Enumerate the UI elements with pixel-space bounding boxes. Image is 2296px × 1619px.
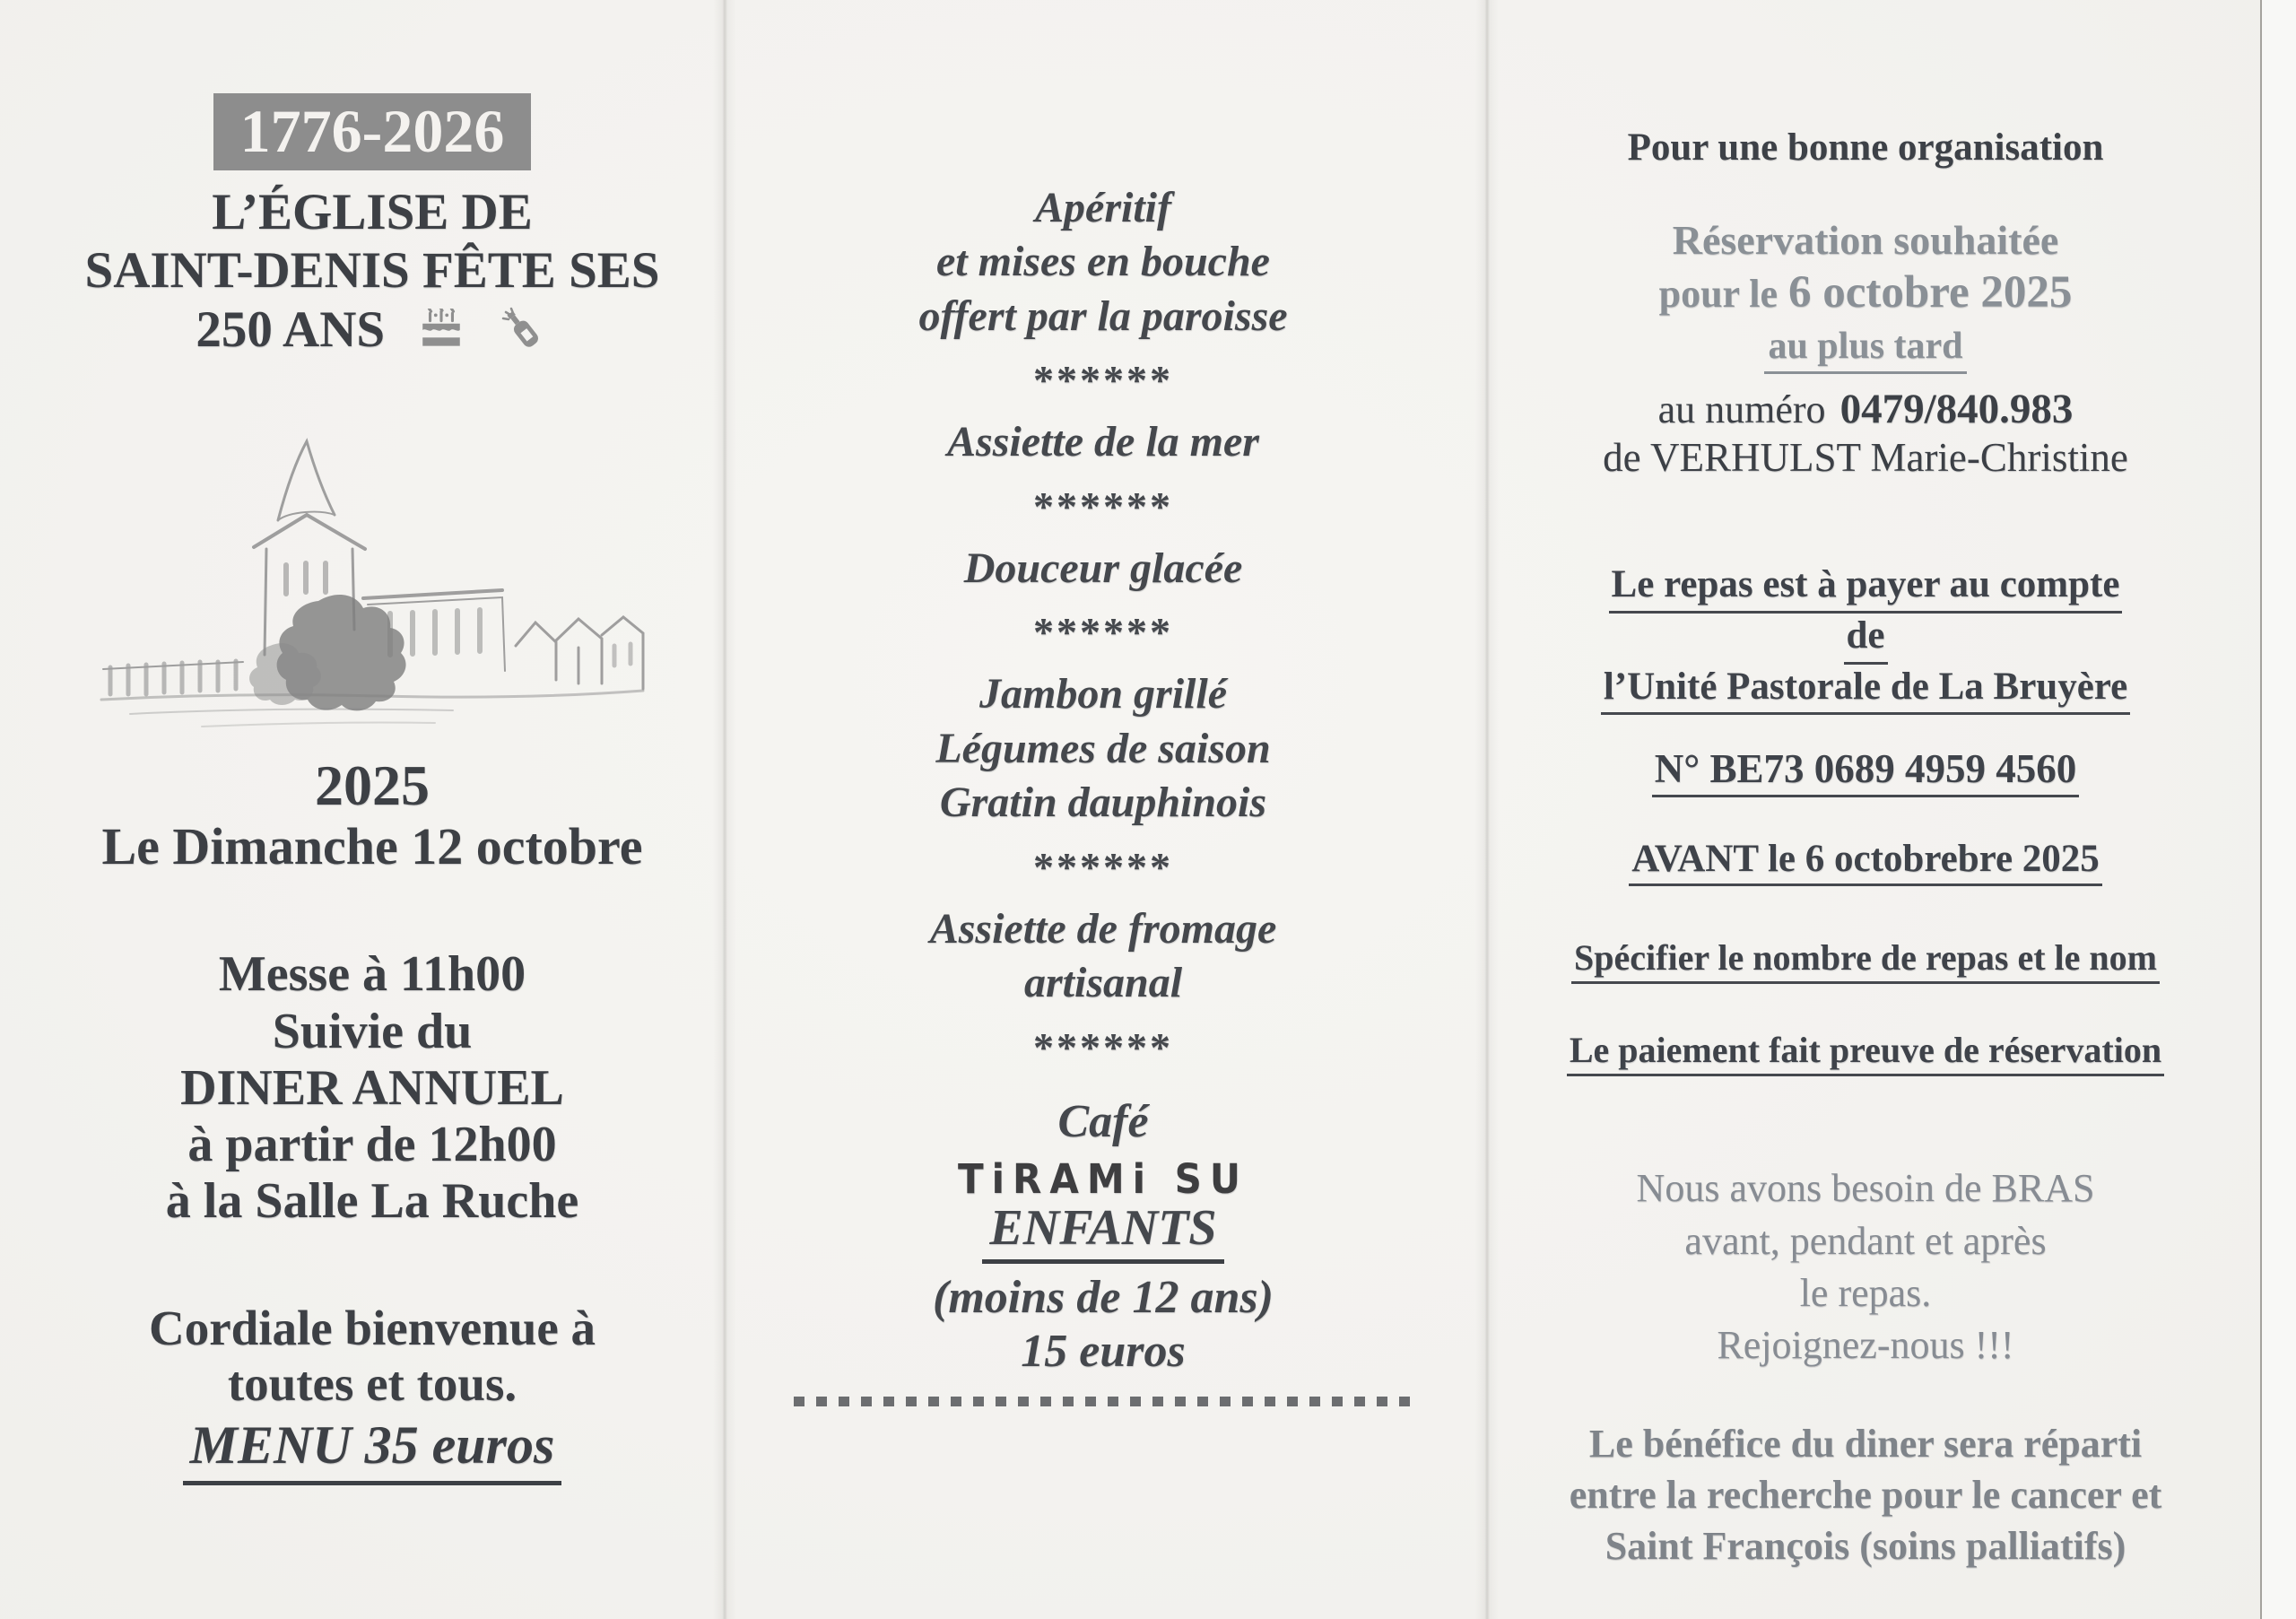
payment-line1 (1498, 562, 2233, 614)
course-line: Jambon grillé (978, 670, 1228, 718)
champagne-bottle-icon (499, 307, 549, 352)
welcome-line1: Cordiale bienvenue à (148, 1300, 596, 1355)
schedule-line-place: à la Salle La Ruche (165, 1173, 579, 1230)
payment-deadline (1498, 837, 2233, 886)
years-badge: 1776-2026 (213, 93, 532, 170)
course-aperitif (807, 181, 1399, 344)
birthday-cake-icon (417, 309, 465, 352)
welcome-note (63, 1301, 682, 1413)
course-line: Assiette de la mer (947, 418, 1259, 466)
schedule (63, 946, 682, 1230)
panel-menu (807, 170, 1399, 1406)
course-line: Assiette de fromage (929, 904, 1277, 953)
account-number (1498, 745, 2233, 797)
course-separator: ****** (1033, 843, 1173, 890)
account-number-text: N° BE73 0689 4959 4560 (1652, 745, 2080, 797)
children-heading (807, 1201, 1399, 1264)
volunteers-line: avant, pendant et après (1684, 1218, 2047, 1263)
cover-title-250ans: 250 ANS (196, 300, 386, 358)
menu-price-text: MENU 35 euros (183, 1414, 562, 1485)
reservation-deadline-text: au plus tard (1764, 326, 1966, 373)
phone-prefix: au numéro (1657, 387, 1826, 431)
note-specify-text: Spécifier le nombre de repas et le nom (1571, 936, 2160, 984)
benefit-line: Saint François (soins palliatifs) (1605, 1524, 2126, 1569)
reservation-deadline (1498, 326, 2233, 373)
volunteers-line: le repas. (1799, 1270, 1932, 1315)
benefit-line: Le bénéfice du diner sera réparti (1588, 1421, 2143, 1466)
reservation-date: 6 octobre 2025 (1788, 267, 2073, 318)
reservation-line2 (1498, 265, 2233, 320)
course-principal (807, 667, 1399, 830)
event-date: Le Dimanche 12 octobre (101, 816, 643, 875)
course-line: artisanal (1023, 959, 1183, 1007)
course-separator: ****** (1033, 357, 1173, 404)
schedule-line-suivie: Suivie du (272, 1003, 473, 1059)
panel-info (1498, 117, 2233, 1571)
note-specify (1498, 936, 2233, 984)
payment-line3 (1498, 665, 2233, 716)
course-cafe: Café (1057, 1095, 1149, 1147)
payment-line3-text: l’Unité Pastorale de La Bruyère (1601, 665, 2130, 716)
church-sketch-illustration (63, 414, 682, 742)
children-price: 15 euros (1021, 1325, 1186, 1377)
course-separator: ****** (1033, 1023, 1173, 1070)
phone-number: 0479/840.983 (1839, 385, 2074, 432)
children-condition: (moins de 12 ans) (933, 1272, 1274, 1324)
event-year: 2025 (315, 753, 430, 818)
cover-title (63, 183, 682, 360)
contact-name: de VERHULST Marie-Christine (1603, 435, 2128, 481)
course-line: offert par la paroisse (918, 292, 1288, 340)
benefit-line: entre la recherche pour le cancer et (1569, 1472, 2162, 1517)
course-douceur (807, 542, 1399, 596)
cover-title-line1: L’ÉGLISE DE (212, 183, 533, 240)
menu-price (63, 1414, 682, 1485)
cover-title-line3 (63, 300, 682, 360)
note-proof-text: Le paiement fait preuve de réservation (1567, 1029, 2164, 1076)
fold-crease (713, 0, 736, 1619)
course-line: et mises en bouche (936, 238, 1270, 286)
schedule-line-diner: DINER ANNUEL (180, 1059, 564, 1116)
welcome-line2: toutes et tous. (227, 1356, 517, 1412)
tiramisu-stamp: TiRAMi SU (957, 1155, 1249, 1204)
payment-deadline-text: AVANT le 6 octobrebre 2025 (1629, 837, 2102, 886)
course-separator: ****** (1033, 483, 1173, 529)
course-line: Apéritif (1035, 184, 1171, 231)
volunteers-line: Nous avons besoin de BRAS (1636, 1166, 2095, 1211)
course-line: Douceur glacée (963, 544, 1243, 592)
payment-line2-text: de (1844, 614, 1888, 665)
phone-line (1498, 385, 2233, 434)
paper-edge-strip (2262, 0, 2296, 1619)
course-fromage (807, 902, 1399, 1011)
schedule-line-time: à partir de 12h00 (187, 1117, 557, 1173)
children-heading-text: ENFANTS (982, 1201, 1223, 1264)
reservation-line1: Réservation souhaitée (1672, 217, 2059, 263)
schedule-line-mass: Messe à 11h00 (218, 946, 526, 1003)
organisation-title: Pour une bonne organisation (1627, 126, 2104, 169)
volunteers-note (1498, 1162, 2233, 1371)
panel-cover (63, 86, 682, 1485)
payment-line2 (1498, 614, 2233, 665)
volunteers-line: Rejoignez-nous !!! (1717, 1322, 2014, 1367)
reservation-line2-prefix: pour le (1658, 272, 1779, 317)
course-separator: ****** (1033, 609, 1173, 656)
note-proof (1498, 1029, 2233, 1076)
payment-block (1498, 562, 2233, 715)
cover-title-line2: SAINT-DENIS FÊTE SES (84, 242, 660, 300)
benefit-note (1498, 1418, 2233, 1572)
course-line: Légumes de saison (935, 724, 1271, 772)
dotted-cut-line (794, 1397, 1413, 1406)
course-line: Gratin dauphinois (939, 779, 1267, 827)
fold-crease (1475, 0, 1499, 1619)
payment-line1-text: Le repas est à payer au compte (1609, 562, 2123, 614)
course-mer (807, 415, 1399, 469)
